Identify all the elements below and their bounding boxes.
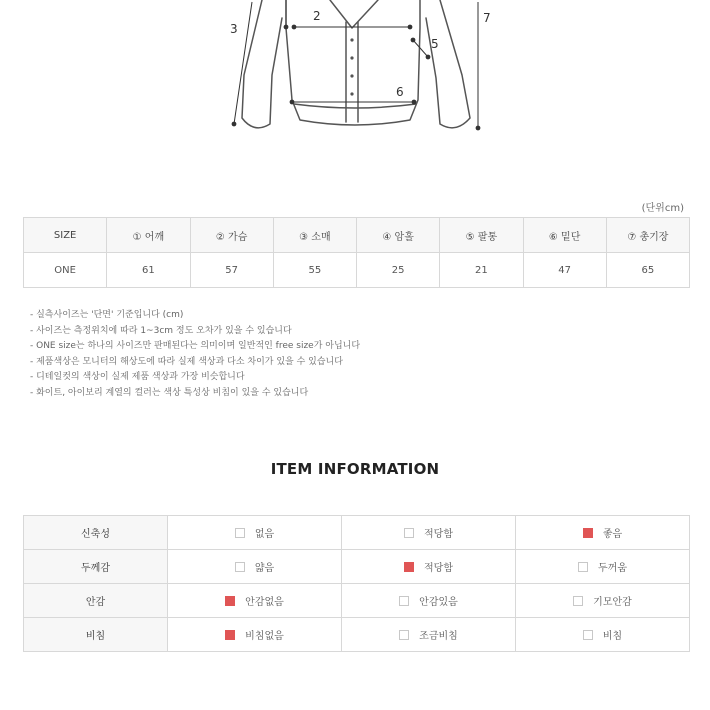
size-table-header <box>24 218 690 253</box>
header-cell: ⑥ 밑단 <box>523 218 606 253</box>
header-cell: ④ 암홀 <box>357 218 440 253</box>
item-option-label: 비침없음 <box>245 631 284 642</box>
unchecked-box-icon <box>235 528 245 538</box>
item-option-label: 기모안감 <box>593 597 632 608</box>
label-2: 2 <box>313 9 321 23</box>
item-option-label: 비침 <box>602 631 623 642</box>
unchecked-box-icon <box>235 562 245 572</box>
header-cell: ⑦ 총기장 <box>606 218 689 253</box>
item-row-label: 안감 <box>24 584 168 618</box>
note-line: - 화이트, 아이보리 계열의 컬러는 색상 특성상 비침이 있을 수 있습니다 <box>30 387 309 398</box>
table-cell: 25 <box>357 253 440 288</box>
item-option-label: 적당함 <box>424 563 453 574</box>
item-row-label: 두께감 <box>24 550 168 584</box>
item-option-label: 없음 <box>254 529 275 540</box>
item-row <box>24 618 690 652</box>
header-cell: ⑤ 팔통 <box>440 218 523 253</box>
item-option-cell <box>516 550 690 584</box>
checked-box-icon <box>225 630 235 640</box>
item-option-label: 얇음 <box>254 563 275 574</box>
table-row <box>24 253 690 288</box>
item-option-cell <box>516 516 690 550</box>
item-option-cell <box>168 516 342 550</box>
item-option-cell <box>516 618 690 652</box>
item-row-label: 신축성 <box>24 516 168 550</box>
note-line: - 디테일컷의 색상이 실제 제품 색상과 가장 비슷합니다 <box>30 372 245 382</box>
item-option-cell <box>342 618 516 652</box>
item-option-cell <box>342 584 516 618</box>
label-3: 3 <box>230 22 238 36</box>
checked-box-icon <box>225 596 235 606</box>
item-option-cell <box>168 584 342 618</box>
table-cell: 57 <box>190 253 273 288</box>
item-information-table <box>23 515 690 652</box>
item-option-cell <box>168 618 342 652</box>
item-option-label: 적당함 <box>424 529 453 540</box>
item-row <box>24 550 690 584</box>
table-cell: 65 <box>606 253 689 288</box>
item-option-label: 안감없음 <box>245 597 284 608</box>
item-option-label: 두꺼움 <box>598 563 627 574</box>
checked-box-icon <box>583 528 593 538</box>
item-option-label: 좋음 <box>602 529 623 540</box>
checked-box-icon <box>404 562 414 572</box>
note-line: - 제품색상은 모니터의 해상도에 따라 실제 색상과 다소 차이가 있을 수 있습니다 <box>30 356 343 367</box>
unchecked-box-icon <box>583 630 593 640</box>
item-row-label: 비침 <box>24 618 168 652</box>
item-option-cell <box>168 550 342 584</box>
header-cell: ② 가슴 <box>190 218 273 253</box>
table-cell: 21 <box>440 253 523 288</box>
size-table <box>23 217 690 288</box>
unchecked-box-icon <box>578 562 588 572</box>
unchecked-box-icon <box>573 596 583 606</box>
table-cell: ONE <box>24 253 107 288</box>
item-option-label: 조금비침 <box>419 631 458 642</box>
table-cell: 61 <box>107 253 190 288</box>
label-6: 6 <box>396 85 404 99</box>
label-7: 7 <box>483 11 491 25</box>
header-cell: SIZE <box>24 218 107 253</box>
note-line: - 사이즈는 측정위치에 따라 1~3cm 정도 오차가 있을 수 있습니다 <box>30 325 292 336</box>
item-row <box>24 584 690 618</box>
item-option-cell <box>516 584 690 618</box>
size-notes <box>30 308 360 401</box>
item-option-label: 안감있음 <box>419 597 458 608</box>
cardigan-measurement-diagram <box>0 0 710 140</box>
table-cell: 47 <box>523 253 606 288</box>
unchecked-box-icon <box>399 630 409 640</box>
unchecked-box-icon <box>404 528 414 538</box>
unit-label: (단위cm) <box>641 203 684 214</box>
note-line: - 실측사이즈는 '단면' 기준입니다 (cm) <box>30 310 184 320</box>
item-option-cell <box>342 516 516 550</box>
note-line: - ONE size는 하나의 사이즈만 판매된다는 의미이며 일반적인 free size가 아닙니다 <box>30 341 361 351</box>
item-row <box>24 516 690 550</box>
item-option-cell <box>342 550 516 584</box>
label-5: 5 <box>431 37 439 51</box>
table-cell: 55 <box>273 253 356 288</box>
item-information-title: ITEM INFORMATION <box>270 460 440 478</box>
header-cell: ③ 소매 <box>273 218 356 253</box>
unchecked-box-icon <box>399 596 409 606</box>
header-cell: ① 어깨 <box>107 218 190 253</box>
